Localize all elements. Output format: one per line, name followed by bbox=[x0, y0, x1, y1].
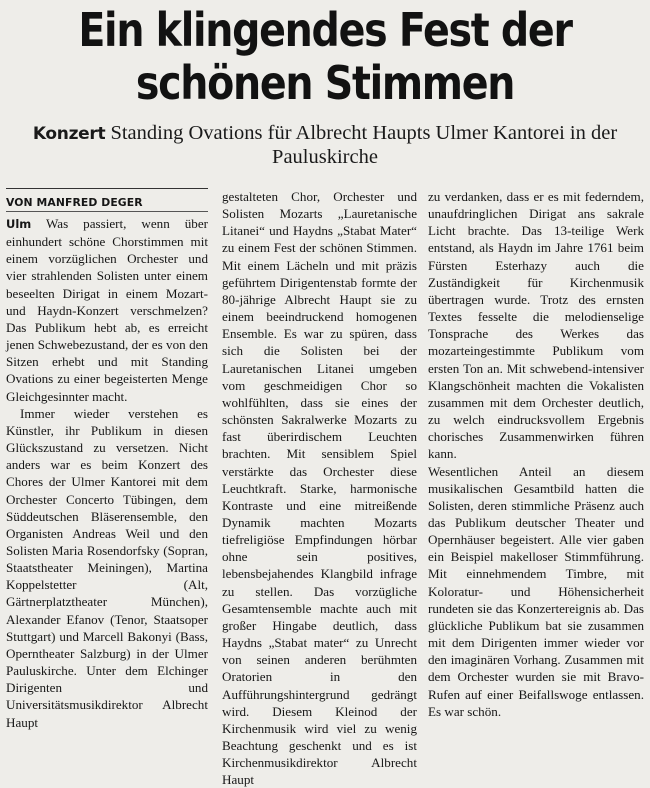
paragraph-4: zu verdanken, dass er es mit federndem, unaufdringlichen Dirigat ans sakrale Licht brachte. Das 13-teilige Werk entstand, als Haydn im Jahre 1761 beim Fürsten Esterhazy auch die Zuständigkeit für Kirchenmusik übertragen wurde. Trotz des ernsten Textes fesselte die melodienselige Tonsprache des Werkes das mozarteingestimmte Publikum vom ersten Ton an. Mit schwebend-intensiver Klangschönheit machten die Vokalisten zusammen mit dem Orchester deutlich, zu welch eindrucksvollem Ergebnis chorisches Zusammenwirken führen kann. bbox=[428, 189, 644, 462]
paragraph-5: Wesentlichen Anteil an diesem musikalischen Gesamtbild hatten die Solisten, deren stimmliche Präsenz auch das Publikum deutscher Theater und Opernhäuser begeistert. Alle vier gaben ein Beispiel makelloser Stimmführung. Mit einnehmendem Timbre, mit Koloratur- und Höhensicherheit rundeten sie das Konzertereignis ab. Das glückliche Publikum bat sie zusammen mit dem Dirigenten immer wieder vor den imaginären Vorhang. Zusammen mit dem Orchester wurden sie mit Bravo-Rufen auf einer Beifallswoge entlassen. Es war schön. bbox=[428, 463, 644, 719]
column-1 bbox=[6, 188, 208, 731]
headline-line-2: schönen Stimmen bbox=[135, 56, 515, 110]
column-2 bbox=[222, 188, 417, 788]
paragraph-3: gestalteten Chor, Orchester und Solisten Mozarts „Lauretanische Litanei“ und Haydns „Stabat Mater“ zu einem Fest der schönen Stimmen. Mit einem Lächeln und mit präzis geführtem Dirigentenstab formte der 80-jährige Albrecht Haupt sie zu einem beeindruckend homogenen Ensemble. Es war zu spüren, dass sich die Solisten bei der Lauretanischen Litanei umgeben vom geschmeidigen Chor so wohlfühlten, dass sie eines der schönsten Sakralwerke Mozarts zu fast überirdischem Leuchten brachten. Mit sensiblem Spiel verstärkte das Orchester diese Leuchtkraft. Starke, harmonische Kontraste und eine mitreißende Dynamik machten Mozarts tiefreligiöse Empfindungen hörbar ohne sein positives, lebensbejahendes Klangbild infrage zu stellen. Das vorzügliche Gesamtensemble machte auch mit großer Hingabe deutlich, dass Haydns „Stabat mater“ zu Unrecht von seinen anderen berühmten Oratorien in den Aufführungshintergrund gedrängt wird. Diesem Kleinod der Kirchenmusik wird viel zu wenig Beachtung geschenkt und es ist Kirchenmusikdirektor Albrecht Haupt bbox=[222, 189, 417, 788]
byline: VON MANFRED DEGER bbox=[6, 188, 208, 212]
column-3 bbox=[428, 188, 644, 720]
paragraph-2: Immer wieder verstehen es Künstler, ihr Publikum in diesen Glückszustand zu versetzen. Nicht anders war es beim Konzert des Chores der Ulmer Kantorei mit dem Orchester Concerto Tübingen, dem Süddeutschen Bläserensemble, den Organisten Andreas Weil und den Solisten Maria Rosendorfsky (Sopran, Staatstheater Meiningen), Martina Koppelstetter (Alt, Gärtnerplatztheater München), Alexander Efanov (Tenor, Staatsoper Stuttgart) und Marcell Bakonyi (Bass, Operntheater Salzburg) in der Ulmer Pauluskirche. Unter dem Elchinger Dirigenten und Universitätsmusikdirektor Albrecht Haupt bbox=[6, 405, 208, 730]
article-body bbox=[0, 188, 650, 788]
paragraph-1 bbox=[6, 215, 208, 405]
dateline: Ulm bbox=[6, 217, 32, 231]
headline bbox=[46, 4, 605, 110]
paragraph-1-text: Was passiert, wenn über einhundert schöne Chorstimmen mit einem vorzüglichen Orchester und vier strahlenden Solisten unter einem beseelten Dirigat in einem Mozart- und Haydn-Konzert verschmelzen? Das Publikum hebt ab, es erreicht jenen Schwebezustand, der es von den Sitzen erhebt und mit Standing Ovations zu einer begeisterten Menge Gleichgesinnter macht. bbox=[6, 216, 208, 404]
headline-line-1: Ein klingendes Fest der bbox=[78, 3, 572, 57]
subheadline bbox=[20, 122, 630, 169]
subhead-text: Standing Ovations für Albrecht Haupts Ulmer Kantorei in der Pauluskirche bbox=[110, 122, 618, 168]
subhead-kicker: Konzert bbox=[32, 124, 106, 144]
